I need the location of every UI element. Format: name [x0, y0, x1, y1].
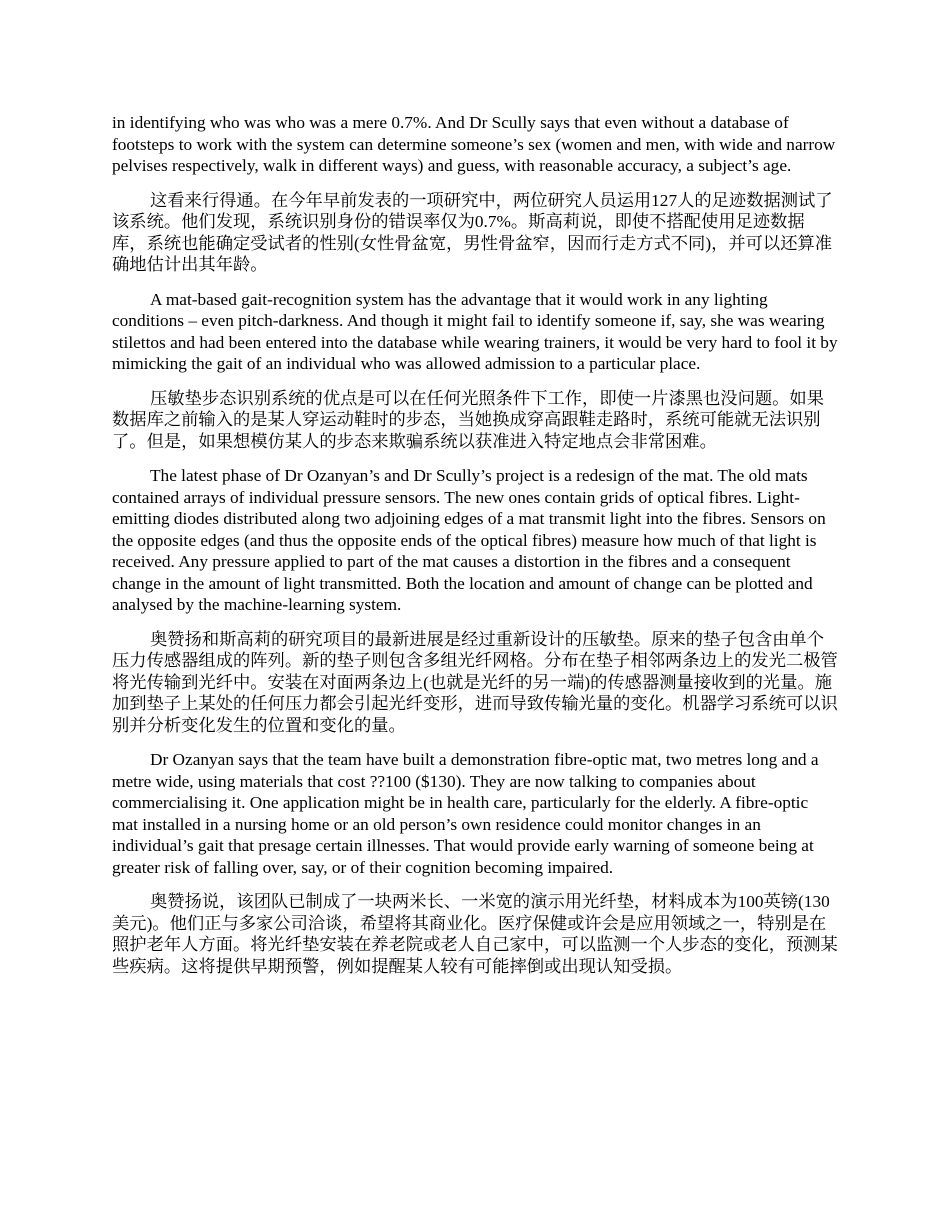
paragraph-zh-3: 奥赞扬和斯高莉的研究项目的最新进展是经过重新设计的压敏垫。原来的垫子包含由单个压力传感器组成的阵列。新的垫子则包含多组光纤网格。分布在垫子相邻两条边上的发光二极管将光传输到光纤中。安装在对面两条边上(也就是光纤的另一端)的传感器测量接收到的光量。施加到垫子上某处的任何压力都会引起光纤变形，进而导致传输光量的变化。机器学习系统可以识别并分析变化发生的位置和变化的量。 [112, 629, 838, 735]
paragraph-en-2: A mat-based gait-recognition system has the advantage that it would work in any lighting conditions – even pitch-darkness. And though it might fail to identify someone if, say, she was wearing stilettos and had been entered into the database while wearing trainers, it would be very hard to fool it by mimicking the gait of an individual who was allowed admission to a particular place. [112, 289, 838, 373]
paragraph-en-3: The latest phase of Dr Ozanyan’s and Dr Scully’s project is a redesign of the mat. The old mats contained arrays of individual pressure sensors. The new ones contain grids of optical fibres. Light-emitting diodes distributed along two adjoining edges of a mat transmit light into the fibres. Sensors on the opposite edges (and thus the opposite ends of the optical fibres) measure how much of that light is received. Any pressure applied to part of the mat causes a distortion in the fibres and a consequent change in the amount of light transmitted. Both the location and amount of change can be plotted and analysed by the machine-learning system. [112, 466, 826, 614]
document-page [112, 112, 838, 990]
paragraph-zh-4: 奥赞扬说，该团队已制成了一块两米长、一米宽的演示用光纤垫，材料成本为100英镑(130美元)。他们正与多家公司洽谈，希望将其商业化。医疗保健或许会是应用领域之一，特别是在照护老年人方面。将光纤垫安装在养老院或老人自己家中，可以监测一个人步态的变化，预测某些疾病。这将提供早期预警，例如提醒某人较有可能摔倒或出现认知受损。 [112, 892, 838, 976]
paragraph-en-1: in identifying who was who was a mere 0.7%. And Dr Scully says that even without a database of footsteps to work with the system can determine someone’s sex (women and men, with wide and narrow pelvises respectively, walk in different ways) and guess, with reasonable accuracy, a subject’s age. [112, 113, 836, 175]
paragraph-zh-1: 这看来行得通。在今年早前发表的一项研究中，两位研究人员运用127人的足迹数据测试了该系统。他们发现，系统识别身份的错误率仅为0.7%。斯高莉说，即使不搭配使用足迹数据库，系统也能确定受试者的性别(女性骨盆宽，男性骨盆窄，因而行走方式不同)，并可以还算准确地估计出其年龄。 [112, 190, 833, 274]
paragraph-en-4: Dr Ozanyan says that the team have built a demonstration fibre-optic mat, two metres long and a metre wide, using materials that cost ??100 ($130). They are now talking to companies about commercialising it. One application might be in health care, particularly for the elderly. A fibre-optic mat installed in a nursing home or an old person’s own residence could monitor changes in an individual’s gait that presage certain illnesses. That would provide early warning of someone being at greater risk of falling over, say, or of their cognition becoming impaired. [112, 750, 819, 877]
paragraph-zh-2: 压敏垫步态识别系统的优点是可以在任何光照条件下工作，即使一片漆黑也没问题。如果数据库之前输入的是某人穿运动鞋时的步态，当她换成穿高跟鞋走路时，系统可能就无法识别了。但是，如果想模仿某人的步态来欺骗系统以获准进入特定地点会非常困难。 [112, 388, 824, 451]
